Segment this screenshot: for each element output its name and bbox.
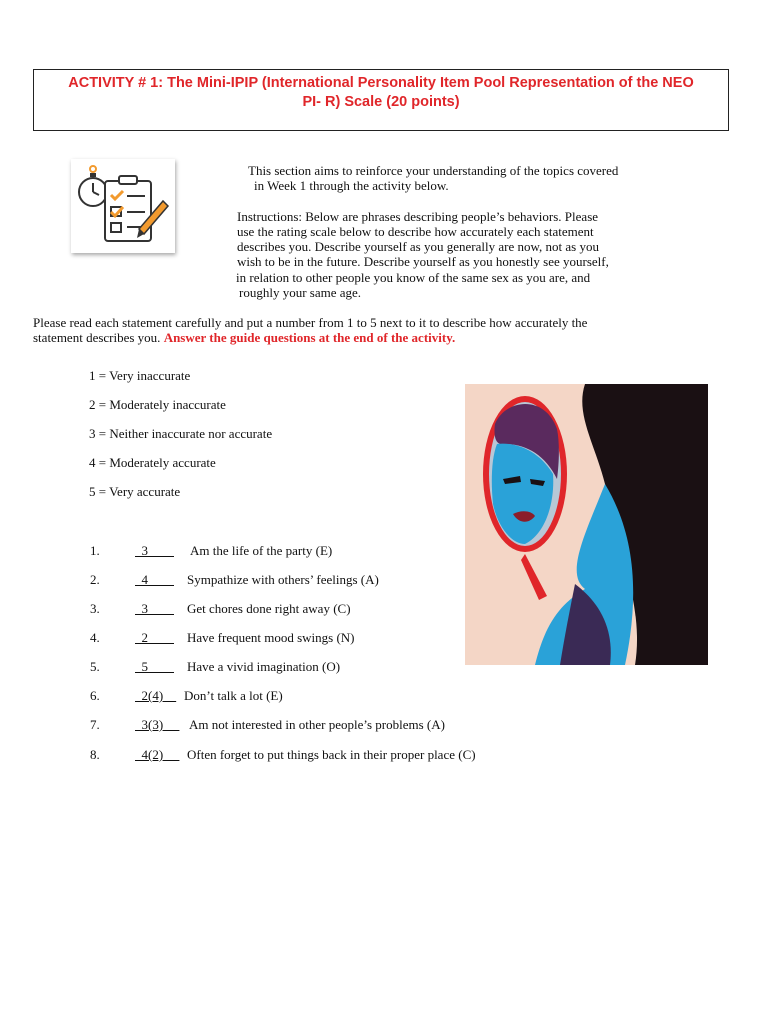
item-answer: 2: [135, 630, 174, 645]
item-number: 3.: [90, 601, 100, 616]
item-answer: 3(3): [135, 717, 180, 732]
item-statement: Have frequent mood swings (N): [187, 630, 355, 645]
directions-plain-text: statement describes you.: [33, 330, 161, 345]
item-number: 6.: [90, 688, 100, 703]
item-answer: 3: [135, 601, 174, 616]
item-answer: 4: [135, 572, 174, 587]
scale-item-2: 2 = Moderately inaccurate: [89, 397, 226, 412]
activity-title-line-2: PI- R) Scale (20 points): [302, 94, 460, 110]
activity-title-line-1: ACTIVITY # 1: The Mini-IPIP (International Personality Item Pool Representation of the NEO: [68, 75, 694, 91]
item-number: 4.: [90, 630, 100, 645]
item-number: 7.: [90, 717, 100, 732]
item-statement: Have a vivid imagination (O): [187, 659, 341, 674]
directions-line-1: Please read each statement carefully and put a number from 1 to 5 next to it to describe how accurately the: [33, 315, 588, 330]
directions-red-text: Answer the guide questions at the end of the activity.: [163, 330, 456, 345]
instructions-line-3: describes you. Describe yourself as you generally are now, not as you: [237, 239, 599, 254]
clipboard-checklist-icon: [71, 159, 175, 253]
scale-item-3: 3 = Neither inaccurate nor accurate: [89, 426, 273, 441]
item-statement: Get chores done right away (C): [187, 601, 351, 616]
intro-line-2: in Week 1 through the activity below.: [254, 178, 449, 193]
woman-mirror-illustration: [465, 384, 708, 665]
scale-item-1: 1 = Very inaccurate: [89, 368, 191, 383]
item-answer: 3: [135, 543, 174, 558]
item-statement: Don’t talk a lot (E): [184, 688, 283, 703]
item-answer: 4(2): [135, 747, 180, 762]
item-answer: 2(4): [135, 688, 177, 703]
instructions-line-5: in relation to other people you know of the same sex as you are, and: [236, 270, 591, 285]
item-statement: Am not interested in other people’s problems (A): [189, 717, 445, 732]
instructions-line-6: roughly your same age.: [239, 285, 362, 300]
intro-line-1: This section aims to reinforce your understanding of the topics covered: [248, 163, 619, 178]
instructions-line-1: Instructions: Below are phrases describing people’s behaviors. Please: [237, 209, 599, 224]
item-statement: Often forget to put things back in their proper place (C): [187, 747, 476, 762]
item-answer: 5: [135, 659, 174, 674]
scale-item-4: 4 = Moderately accurate: [89, 455, 216, 470]
instructions-line-2: use the rating scale below to describe how accurately each statement: [237, 224, 594, 239]
scale-item-5: 5 = Very accurate: [89, 484, 181, 499]
item-number: 5.: [90, 659, 100, 674]
instructions-line-4: wish to be in the future. Describe yourself as you honestly see yourself,: [237, 254, 609, 269]
activity-title-box: [33, 69, 729, 131]
item-statement: Sympathize with others’ feelings (A): [187, 572, 379, 587]
item-number: 1.: [90, 543, 100, 558]
item-number: 8.: [90, 747, 100, 762]
item-statement: Am the life of the party (E): [190, 543, 333, 558]
item-number: 2.: [90, 572, 100, 587]
directions-line-2: [33, 330, 455, 346]
